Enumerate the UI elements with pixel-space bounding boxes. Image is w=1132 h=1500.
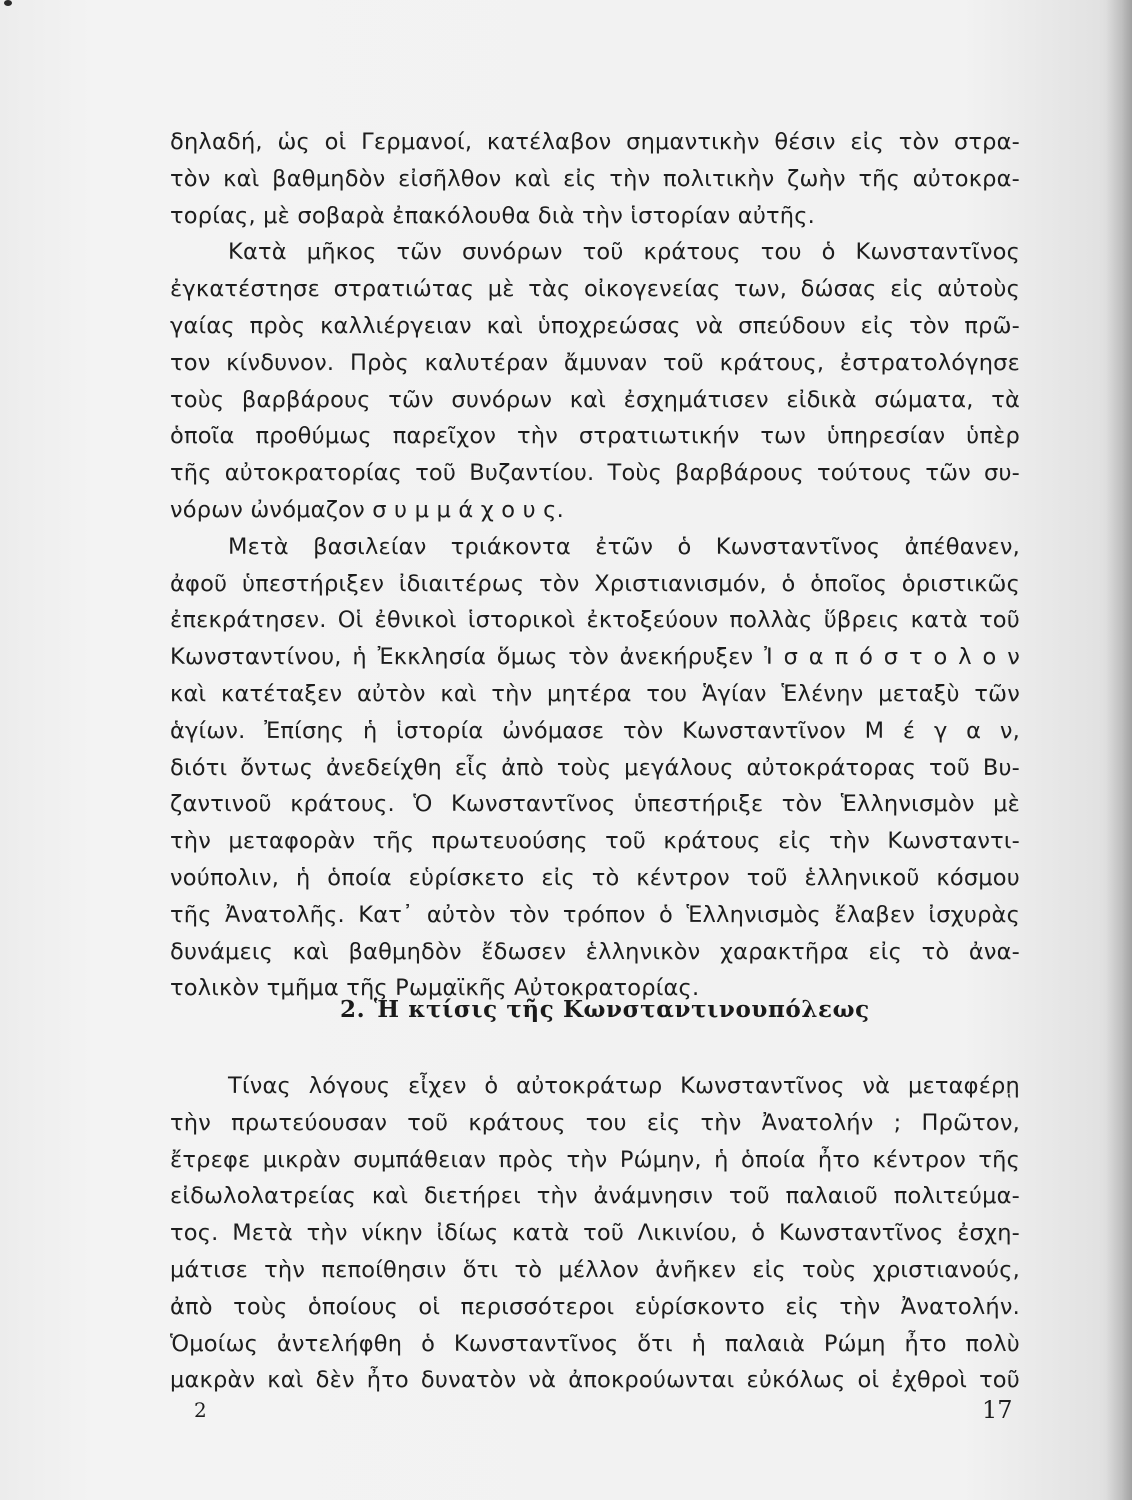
text-line: δηλαδή, ὡς οἱ Γερμανοί, κατέλαβον σημαντικὴν θέσιν εἰς τὸν στρα- bbox=[170, 129, 1020, 155]
text-line: τὴν πρωτεύουσαν τοῦ κράτους του εἰς τὴν Ἀνατολήν ; Πρῶτον, bbox=[170, 1109, 1020, 1136]
text-line: ἀφοῦ ὑπεστήριξεν ἰδιαιτέρως τὸν Χριστιανισμόν, ὁ ὁποῖος ὁριστικῶς bbox=[170, 570, 1020, 597]
text-line: γαίας πρὸς καλλιέργειαν καὶ ὑποχρεώσας νὰ σπεύδουν εἰς τὸν πρῶ- bbox=[170, 312, 1020, 339]
text-line: εἰδωλολατρείας καὶ διετήρει τὴν ἀνάμνησιν τοῦ παλαιοῦ πολιτεύμα- bbox=[170, 1183, 1020, 1210]
text-line: τος. Μετὰ τὴν νίκην ἰδίως κατὰ τοῦ Λικινίου, ὁ Κωνσταντῖνος ἐσχη- bbox=[170, 1220, 1020, 1247]
text-line: τοὺς βαρβάρους τῶν συνόρων καὶ ἐσχημάτισεν εἰδικὰ σώματα, τὰ bbox=[170, 386, 1020, 413]
page-edge-shadow bbox=[1106, 0, 1132, 1500]
text-line: ἁγίων. Ἐπίσης ἡ ἱστορία ὠνόμασε τὸν Κωνσταντῖνον Μ έ γ α ν, bbox=[170, 717, 1020, 744]
text-line: νόρων ὠνόμαζον σ υ μ μ ά χ ο υ ς. bbox=[170, 496, 564, 523]
section-heading: 2. Ἡ κτίσις τῆς Κωνσταντινουπόλεως bbox=[340, 996, 870, 1023]
text-line: τολικὸν τμῆμα τῆς Ρωμαϊκῆς Αὐτοκρατορίας. bbox=[170, 975, 700, 1002]
text-line: τὸν καὶ βαθμηδὸν εἰσῆλθον καὶ εἰς τὴν πολιτικὴν ζωὴν τῆς αὐτοκρα- bbox=[170, 165, 1020, 192]
text-line: Ὁμοίως ἀντελήφθη ὁ Κωνσταντῖνος ὅτι ἡ παλαιὰ Ρώμη ἦτο πολὺ bbox=[170, 1330, 1020, 1357]
text-line: ἀπὸ τοὺς ὁποίους οἱ περισσότεροι εὑρίσκοντο εἰς τὴν Ἀνατολήν. bbox=[170, 1293, 1020, 1320]
text-line: ὁποῖα προθύμως παρεῖχον τὴν στρατιωτικήν των ὑπηρεσίαν ὑπὲρ bbox=[170, 423, 1020, 450]
text-line: νούπολιν, ἡ ὁποία εὑρίσκετο εἰς τὸ κέντρον τοῦ ἑλληνικοῦ κόσμου bbox=[170, 864, 1020, 891]
text-line: ἐγκατέστησε στρατιώτας μὲ τὰς οἰκογενείας των, δώσας εἰς αὐτοὺς bbox=[170, 276, 1020, 303]
text-line: ζαντινοῦ κράτους. Ὁ Κωνσταντῖνος ὑπεστήριξε τὸν Ἑλληνισμὸν μὲ bbox=[170, 791, 1020, 818]
text-line: μακρὰν καὶ δὲν ἦτο δυνατὸν νὰ ἀποκρούωνται εὐκόλως οἱ ἐχθροὶ τοῦ bbox=[170, 1367, 1020, 1394]
text-line: ἔτρεφε μικρὰν συμπάθειαν πρὸς τὴν Ρώμην, ἡ ὁποία ἦτο κέντρον τῆς bbox=[170, 1146, 1020, 1173]
paragraph-block-1 bbox=[170, 124, 1020, 1007]
text-line: τον κίνδυνον. Πρὸς καλυτέραν ἄμυναν τοῦ κράτους, ἐστρατολόγησε bbox=[170, 349, 1020, 376]
text-line: τὴν μεταφορὰν τῆς πρωτευούσης τοῦ κράτους εἰς τὴν Κωνσταντι- bbox=[170, 828, 1020, 855]
text-line: τῆς αὐτοκρατορίας τοῦ Βυζαντίου. Τοὺς βαρβάρους τούτους τῶν συ- bbox=[170, 460, 1020, 487]
text-line: Κωνσταντίνου, ἡ Ἐκκλησία ὅμως τὸν ἀνεκήρυξεν Ἰ σ α π ό σ τ ο λ ο ν bbox=[170, 644, 1020, 671]
print-speck bbox=[4, 0, 12, 6]
text-line: Κατὰ μῆκος τῶν συνόρων τοῦ κράτους του ὁ Κωνσταντῖνος bbox=[228, 239, 1020, 266]
page-number: 17 bbox=[982, 1396, 1013, 1424]
text-line: Τίνας λόγους εἶχεν ὁ αὐτοκράτωρ Κωνσταντῖνος νὰ μεταφέρῃ bbox=[228, 1073, 1020, 1099]
text-line: διότι ὄντως ἀνεδείχθη εἷς ἀπὸ τοὺς μεγάλους αὐτοκράτορας τοῦ Βυ- bbox=[170, 754, 1020, 781]
paragraph-block-2 bbox=[170, 1068, 1020, 1399]
signature-mark: 2 bbox=[194, 1398, 207, 1422]
text-line: Μετὰ βασιλείαν τριάκοντα ἐτῶν ὁ Κωνσταντῖνος ἀπέθανεν, bbox=[228, 533, 1020, 560]
text-line: ἐπεκράτησεν. Οἱ ἐθνικοὶ ἱστορικοὶ ἐκτοξεύουν πολλὰς ὕβρεις κατὰ τοῦ bbox=[170, 607, 1020, 634]
text-line: τῆς Ἀνατολῆς. Κατ᾿ αὐτὸν τὸν τρόπον ὁ Ἑλληνισμὸς ἔλαβεν ἰσχυρὰς bbox=[170, 901, 1020, 928]
text-line: μάτισε τὴν πεποίθησιν ὅτι τὸ μέλλον ἀνῆκεν εἰς τοὺς χριστιανούς, bbox=[170, 1256, 1020, 1283]
text-line: δυνάμεις καὶ βαθμηδὸν ἔδωσεν ἑλληνικὸν χαρακτῆρα εἰς τὸ ἀνα- bbox=[170, 938, 1020, 965]
text-line: καὶ κατέταξεν αὐτὸν καὶ τὴν μητέρα του Ἁγίαν Ἑλένην μεταξὺ τῶν bbox=[170, 680, 1020, 707]
text-line: τορίας, μὲ σοβαρὰ ἐπακόλουθα διὰ τὴν ἱστορίαν αὐτῆς. bbox=[170, 202, 816, 229]
